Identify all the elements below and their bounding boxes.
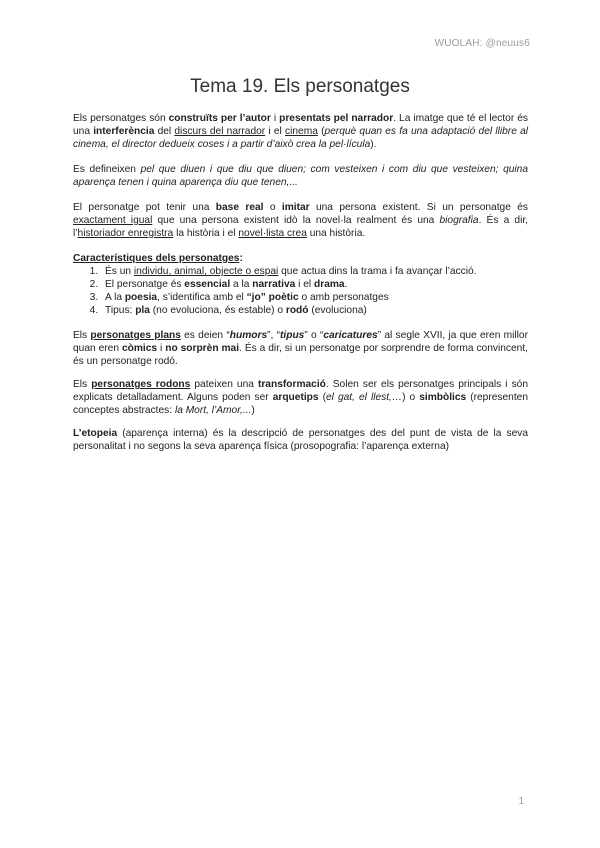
text-run: que actua dins la trama i fa avançar l’acció. — [278, 266, 477, 277]
text-run: una persona existent. Si un personatge és — [309, 202, 528, 213]
italic-run: biografia — [439, 215, 479, 226]
underline-run: cinema — [285, 126, 318, 137]
text-run: (no evoluciona, és estable) o — [149, 305, 286, 316]
text-run: ) o — [402, 392, 420, 403]
italic-run: el gat, el llest,… — [326, 392, 403, 403]
text-run: , s’identifica amb el — [157, 292, 247, 303]
bold-run: base real — [215, 202, 264, 213]
bold-run: no sorprèn mai — [165, 343, 240, 354]
text-run: ” o “ — [304, 330, 324, 341]
characteristics-list — [73, 265, 528, 317]
list-item — [101, 278, 528, 291]
text-run: ( — [318, 392, 326, 403]
bold-run: presentats pel narrador — [279, 113, 394, 124]
text-run: Es defineixen — [73, 164, 141, 175]
bold-run: arquetips — [272, 392, 319, 403]
bold-italic-run: humors — [229, 330, 268, 341]
list-item — [101, 291, 528, 304]
text-run: . És a dir, l’ — [73, 215, 528, 239]
bold-run: narrativa — [252, 279, 296, 290]
text-run: es deien “ — [180, 330, 230, 341]
text-run: Tipus: — [105, 305, 136, 316]
bold-run: imitar — [281, 202, 310, 213]
section-heading-text: Característiques dels personatges — [73, 253, 240, 264]
text-run: El personatge pot tenir una — [73, 202, 216, 213]
text-run: i — [157, 343, 166, 354]
paragraph-definition — [73, 163, 528, 189]
page-title: Tema 19. Els personatges — [190, 76, 410, 97]
text-run: ). — [370, 139, 377, 150]
bold-run: L’etopeia — [73, 428, 118, 439]
text-run: El personatge és — [105, 279, 185, 290]
text-run: del — [154, 126, 175, 137]
text-run: la història i el — [173, 228, 239, 239]
underline-run: novel·lista crea — [238, 228, 307, 239]
text-run: una història. — [306, 228, 366, 239]
bold-run: “jo” poètic — [246, 292, 299, 303]
bold-italic-run: tipus — [280, 330, 305, 341]
text-run: o — [263, 202, 282, 213]
bold-run: interferència — [93, 126, 155, 137]
text-run: (representen conceptes abstractes: — [73, 392, 528, 416]
section-heading-colon: : — [239, 253, 243, 264]
paragraph-round-characters — [73, 378, 528, 417]
bold-run: simbòlics — [419, 392, 467, 403]
text-run: pateixen una — [190, 379, 258, 390]
page-number: 1 — [518, 796, 524, 807]
bold-run: essencial — [184, 279, 231, 290]
paragraph-intro — [73, 112, 528, 151]
text-run: . — [344, 279, 348, 290]
text-run: Els — [73, 379, 92, 390]
italic-run: pel que diuen i que diu que diuen; com vesteixen i com diu que vesteixen; quina aparença tenen i quina aparença diu que tenen,... — [73, 164, 528, 188]
bold-underline-run: personatges plans — [90, 330, 181, 341]
paragraph-flat-characters — [73, 329, 528, 368]
bold-run: poesia — [124, 292, 158, 303]
text-run: (aparença interna) és la descripció de personatges des del punt de vista de la seva personalitat i no segons la seva aparença física (prosopografia: l’aparença externa) — [73, 428, 528, 452]
text-run: i el — [295, 279, 315, 290]
bold-run: còmics — [121, 343, 158, 354]
text-run: Els personatges són — [73, 113, 169, 124]
list-item — [101, 304, 528, 317]
underline-run: historiador enregistra — [77, 228, 174, 239]
italic-run: perquè quan es fa una adaptació del llibre al cinema, el director dedueix coses i a partir d’això crea la pel·lícula — [73, 126, 529, 150]
text-run: ) — [251, 405, 255, 416]
underline-run: exactament igual — [73, 215, 153, 226]
text-run: que una persona existent idò la novel·la realment és una — [152, 215, 440, 226]
watermark: WUOLAH: @neuus6 — [434, 38, 530, 49]
bold-run: transformació — [257, 379, 326, 390]
bold-run: rodó — [285, 305, 309, 316]
text-run: (evoluciona) — [308, 305, 367, 316]
text-run: i el — [265, 126, 286, 137]
text-run: A la — [105, 292, 125, 303]
section-heading — [73, 252, 528, 265]
bold-run: construïts per l’autor — [168, 113, 271, 124]
list-item — [101, 265, 528, 278]
text-run: a la — [230, 279, 253, 290]
text-run: . La imatge que té el lector és una — [73, 113, 528, 137]
document-body — [73, 112, 528, 465]
text-run: ”, “ — [267, 330, 280, 341]
bold-underline-run: personatges rodons — [91, 379, 191, 390]
text-run: ( — [317, 126, 325, 137]
paragraph-real-base — [73, 201, 528, 240]
bold-run: pla — [135, 305, 150, 316]
text-run: . Solen ser els personatges principals i són explicats detalladament. Alguns poden ser — [73, 379, 528, 403]
underline-run: individu, animal, objecte o espai — [133, 266, 279, 277]
bold-run: drama — [314, 279, 345, 290]
text-run: . És a dir, si un personatge por sorprendre de forma convincent, és un personatge rodó. — [73, 343, 528, 367]
bold-italic-run: caricatures — [323, 330, 378, 341]
italic-run: la Mort, l’Amor,... — [174, 405, 252, 416]
text-run: És un — [105, 266, 134, 277]
text-run: i — [270, 113, 280, 124]
text-run: o amb personatges — [298, 292, 389, 303]
text-run: Els — [73, 330, 91, 341]
paragraph-etopeia — [73, 427, 528, 453]
text-run: ” al segle XVII, ja que eren millor quan eren — [73, 330, 528, 354]
underline-run: discurs del narrador — [174, 126, 266, 137]
